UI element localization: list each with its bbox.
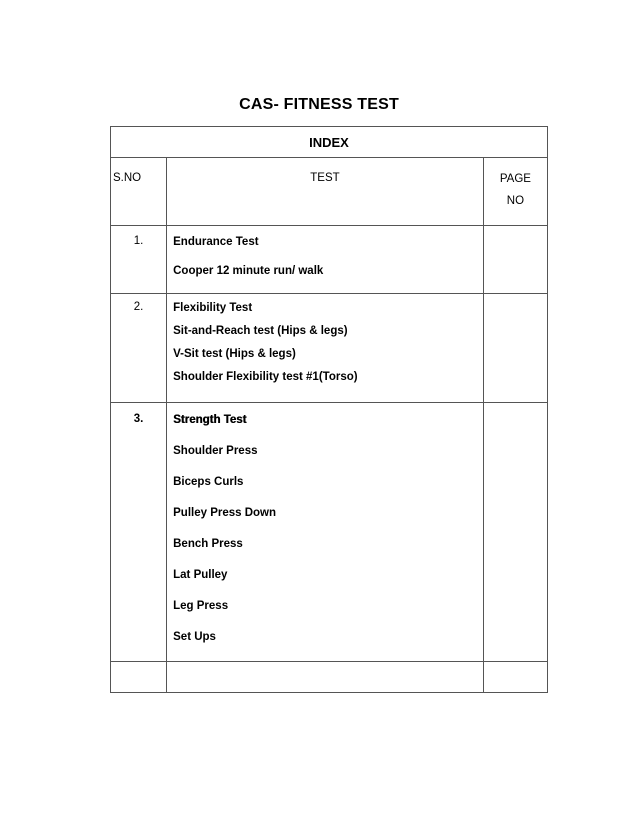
test-item: Shoulder Flexibility test #1(Torso) xyxy=(173,371,358,383)
test-cell xyxy=(167,662,484,693)
test-item: Sit-and-Reach test (Hips & legs) xyxy=(173,325,348,337)
page-number-cell xyxy=(483,226,547,294)
page-column-header-line1: PAGE xyxy=(499,173,531,185)
test-item: V-Sit test (Hips & legs) xyxy=(173,348,296,360)
page-number-cell xyxy=(483,403,547,662)
row-number: 3. xyxy=(111,403,167,662)
test-category: Flexibility Test xyxy=(173,302,253,314)
test-item: Lat Pulley xyxy=(173,569,228,581)
row-number xyxy=(111,662,167,693)
test-item: Cooper 12 minute run/ walk xyxy=(173,265,324,277)
test-item: Biceps Curls xyxy=(173,476,244,488)
test-cell xyxy=(167,294,484,403)
table-row xyxy=(111,662,548,693)
column-header-row xyxy=(111,158,548,226)
test-cell xyxy=(167,403,484,662)
table-row xyxy=(111,226,548,294)
index-header-row xyxy=(111,127,548,158)
table-row xyxy=(111,403,548,662)
sno-column-header: S.NO xyxy=(111,158,167,226)
test-item: Leg Press xyxy=(173,600,229,612)
page-column-header xyxy=(483,158,547,226)
test-category: Endurance Test xyxy=(173,236,259,248)
test-column-header: TEST xyxy=(167,158,484,226)
table-row xyxy=(111,294,548,403)
test-item: Pulley Press Down xyxy=(173,507,277,519)
test-cell xyxy=(167,226,484,294)
index-table xyxy=(110,126,548,693)
document-title: CAS- FITNESS TEST xyxy=(239,96,399,113)
row-number: 1. xyxy=(111,226,167,294)
page-number-cell xyxy=(483,662,547,693)
row-number: 2. xyxy=(111,294,167,403)
page-column-header-line2: NO xyxy=(506,195,525,207)
test-category: Strength Test xyxy=(173,414,247,426)
test-item: Set Ups xyxy=(173,631,216,643)
index-header: INDEX xyxy=(111,127,548,158)
page-number-cell xyxy=(483,294,547,403)
test-item: Bench Press xyxy=(173,538,243,550)
test-item: Shoulder Press xyxy=(173,445,258,457)
